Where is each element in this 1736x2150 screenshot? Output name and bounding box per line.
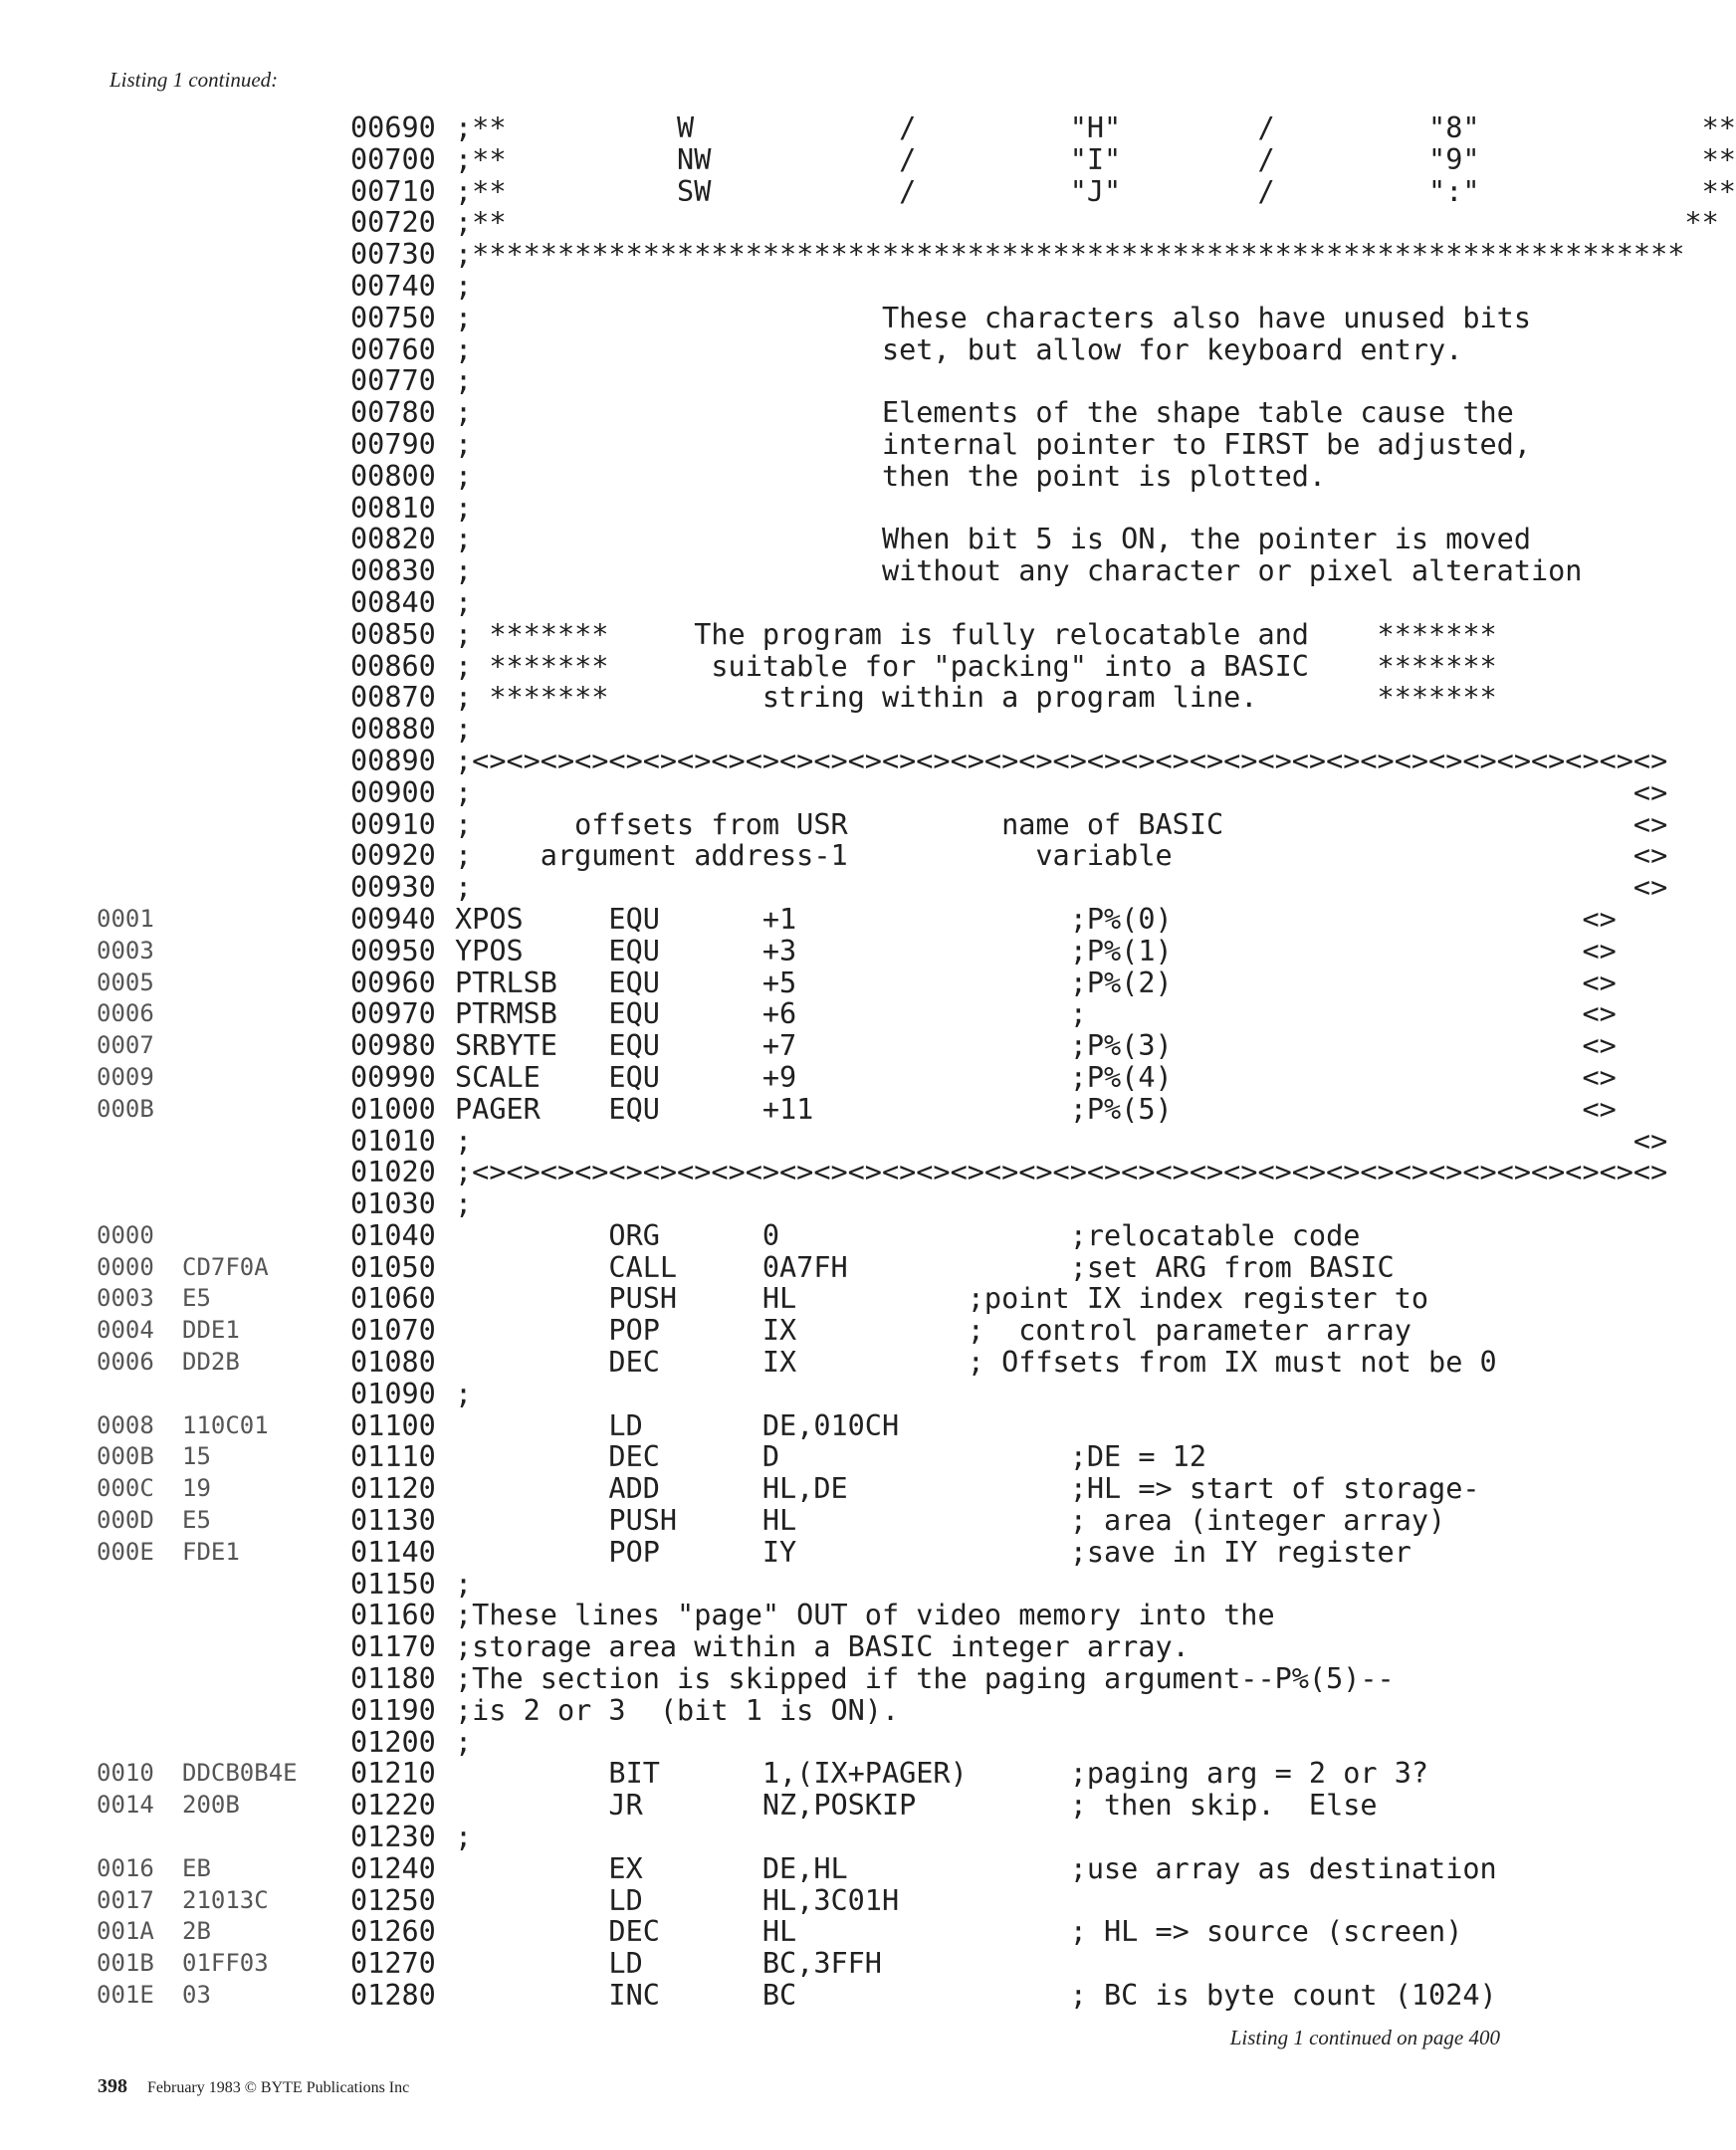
line-number: 01050 (350, 1250, 436, 1284)
object-code-column: 15 (182, 1442, 211, 1471)
address-column: 000D (97, 1506, 154, 1535)
object-code-column: DD2B (182, 1348, 240, 1377)
listing-line (0, 206, 1719, 240)
address-column: 0009 (97, 1062, 154, 1091)
listing-line (0, 429, 1543, 461)
object-code-column: FDE1 (182, 1537, 240, 1566)
object-code-column: E5 (182, 1284, 211, 1313)
source-code: DEC D ;DE = 12 (455, 1440, 1206, 1474)
line-number: 00810 (350, 491, 436, 525)
line-number: 01250 (350, 1883, 436, 1917)
object-code-column: 2B (182, 1917, 211, 1946)
line-number: 00750 (350, 301, 436, 334)
address-column: 0014 (97, 1791, 154, 1820)
listing-line (0, 1441, 1543, 1473)
continued-note: Listing 1 continued on page 400 (1229, 2026, 1500, 2049)
page-footer (98, 2075, 409, 2098)
source-code: DEC IX ; Offsets from IX must not be 0 (455, 1346, 1497, 1380)
source-code: BIT 1,(IX+PAGER) ;paging arg = 2 or 3? (455, 1757, 1429, 1791)
address-column: 000E (97, 1537, 154, 1566)
listing-line (0, 1283, 1543, 1315)
listing-line (0, 1569, 1543, 1601)
address-column: 0001 (97, 904, 154, 933)
object-code-column: CD7F0A (182, 1252, 269, 1281)
address-column: 0006 (97, 1348, 154, 1377)
line-number: 00780 (350, 396, 436, 430)
object-code-column: 200B (182, 1791, 240, 1820)
listing-line (0, 1916, 1543, 1948)
source-code: PTRLSB EQU +5 ;P%(2) <> (455, 966, 1617, 999)
listing-line (0, 1473, 1543, 1505)
source-code: ; (455, 364, 473, 398)
listing-line (0, 1188, 1543, 1220)
listing-line (0, 1790, 1543, 1822)
line-number: 01030 (350, 1187, 436, 1221)
source-code: ; without any character or pixel alteration (455, 554, 1583, 588)
listing-line (0, 1060, 1617, 1094)
address-column: 001E (97, 1981, 154, 2010)
listing-line (0, 142, 1736, 176)
source-code: ; <> (455, 1124, 1668, 1158)
listing-line (0, 303, 1543, 334)
source-code: ; These characters also have unused bits (455, 301, 1531, 334)
source-code: PAGER EQU +11 ;P%(5) <> (455, 1092, 1617, 1126)
object-code-column: EB (182, 1853, 211, 1882)
source-code: ; (455, 1821, 473, 1854)
address-column: 0010 (97, 1759, 154, 1788)
source-code: PUSH HL ; area (integer array) (455, 1504, 1446, 1538)
object-code-column: 03 (182, 1981, 211, 2010)
line-number: 00760 (350, 332, 436, 366)
source-code: EX DE,HL ;use array as destination (455, 1851, 1497, 1885)
line-number: 01200 (350, 1725, 436, 1759)
listing-line (0, 238, 1685, 272)
address-column: 0004 (97, 1316, 154, 1345)
address-column: 001A (97, 1917, 154, 1946)
listing-line (0, 493, 1543, 525)
listing-line (0, 1124, 1668, 1158)
address-column: 0007 (97, 1031, 154, 1060)
line-number: 01040 (350, 1218, 436, 1252)
line-number: 01280 (350, 1979, 436, 2013)
line-number: 00690 (350, 111, 436, 144)
line-number: 01240 (350, 1851, 436, 1885)
listing-line (0, 1822, 1543, 1853)
source-code: PUSH HL ;point IX index register to (455, 1282, 1429, 1316)
listing-line (0, 1663, 1543, 1695)
line-number: 01060 (350, 1282, 436, 1316)
line-number: 00960 (350, 966, 436, 999)
line-number: 00730 (350, 238, 436, 272)
address-column: 0006 (97, 999, 154, 1028)
source-code: ; ******* string within a program line. ******* (455, 681, 1497, 715)
line-number: 01140 (350, 1535, 436, 1569)
source-code: ;<><><><><><><><><><><><><><><><><><><><><><><><><><><><><><><><><><><> (455, 744, 1668, 777)
listing-line (0, 365, 1543, 397)
address-column: 000B (97, 1094, 154, 1123)
object-code-column: 19 (182, 1474, 211, 1503)
line-number: 01120 (350, 1472, 436, 1506)
listing-header: Listing 1 continued: (109, 68, 279, 92)
object-code-column: DDE1 (182, 1316, 240, 1345)
object-code-column: 01FF03 (182, 1949, 269, 1978)
listing-line (0, 174, 1736, 208)
source-code: ; argument address-1 variable <> (455, 839, 1668, 873)
listing-line (0, 1505, 1543, 1537)
line-number: 01130 (350, 1504, 436, 1538)
source-code: ; ******* The program is fully relocatable and ******* (455, 617, 1497, 651)
source-code: ; (455, 1567, 473, 1601)
listing-line (0, 1600, 1543, 1631)
object-code-column: E5 (182, 1506, 211, 1535)
source-code: SCALE EQU +9 ;P%(4) <> (455, 1060, 1617, 1094)
listing-line (0, 1315, 1543, 1347)
line-number: 00900 (350, 775, 436, 809)
listing-line (0, 524, 1543, 555)
line-number: 01100 (350, 1408, 436, 1442)
line-number: 00890 (350, 744, 436, 777)
source-code: ; Elements of the shape table cause the (455, 396, 1514, 430)
listing-line (0, 1092, 1617, 1126)
listing-line (0, 1029, 1617, 1063)
code-listing (0, 111, 1736, 2013)
line-number: 01010 (350, 1124, 436, 1158)
line-number: 01150 (350, 1567, 436, 1601)
source-code: ;** W / "H" / "8" ** (455, 111, 1736, 144)
line-number: 01260 (350, 1915, 436, 1949)
source-code: YPOS EQU +3 ;P%(1) <> (455, 934, 1617, 968)
address-column: 000B (97, 1442, 154, 1471)
address-column: 0003 (97, 1284, 154, 1313)
line-number: 01210 (350, 1757, 436, 1791)
source-code: ; (455, 1377, 473, 1410)
address-column: 001B (97, 1949, 154, 1978)
address-column: 000C (97, 1474, 154, 1503)
source-code: ;is 2 or 3 (bit 1 is ON). (455, 1693, 900, 1727)
listing-line (0, 839, 1668, 873)
address-column: 0000 (97, 1220, 154, 1249)
listing-line (0, 1410, 1543, 1442)
object-code-column: 21013C (182, 1885, 269, 1914)
listing-line (0, 461, 1543, 493)
source-code: ORG 0 ;relocatable code (455, 1218, 1361, 1252)
source-code: ; offsets from USR name of BASIC <> (455, 807, 1668, 841)
line-number: 00840 (350, 585, 436, 619)
source-code: ;storage area within a BASIC integer array. (455, 1630, 1190, 1664)
line-number: 00700 (350, 142, 436, 176)
listing-line (0, 1948, 1543, 1980)
listing-line (0, 651, 1543, 683)
source-code: ; <> (455, 871, 1668, 905)
line-number: 00830 (350, 554, 436, 588)
listing-line (0, 1980, 1543, 2012)
listing-line (0, 111, 1736, 144)
object-code-column: 110C01 (182, 1410, 269, 1439)
listing-line (0, 714, 1543, 746)
source-code: JR NZ,POSKIP ; then skip. Else (455, 1789, 1378, 1823)
object-code-column: DDCB0B4E (182, 1759, 298, 1788)
line-number: 00950 (350, 934, 436, 968)
line-number: 00940 (350, 902, 436, 936)
listing-line (0, 871, 1668, 905)
listing-line (0, 1220, 1543, 1252)
line-number: 00820 (350, 523, 436, 556)
source-code: ;The section is skipped if the paging argument--P%(5)-- (455, 1662, 1395, 1696)
listing-line (0, 619, 1543, 651)
line-number: 01170 (350, 1630, 436, 1664)
line-number: 00880 (350, 713, 436, 747)
listing-line (0, 744, 1668, 777)
line-number: 01270 (350, 1947, 436, 1981)
source-code: LD DE,010CH (455, 1408, 900, 1442)
source-code: ;*********************************************************************** (455, 238, 1685, 272)
source-code: DEC HL ; HL => source (screen) (455, 1915, 1463, 1949)
line-number: 00740 (350, 269, 436, 303)
line-number: 01020 (350, 1156, 436, 1189)
source-code: ; (455, 269, 473, 303)
source-code: ; set, but allow for keyboard entry. (455, 332, 1463, 366)
listing-line (0, 1885, 1543, 1917)
line-number: 01070 (350, 1314, 436, 1348)
line-number: 00860 (350, 649, 436, 683)
line-number: 00870 (350, 681, 436, 715)
source-code: SRBYTE EQU +7 ;P%(3) <> (455, 1029, 1617, 1063)
address-column: 0008 (97, 1410, 154, 1439)
listing-line (0, 1695, 1543, 1727)
line-number: 00710 (350, 174, 436, 208)
listing-line (0, 1379, 1543, 1410)
line-number: 00790 (350, 427, 436, 461)
line-number: 01110 (350, 1440, 436, 1474)
line-number: 00930 (350, 871, 436, 905)
line-number: 01230 (350, 1821, 436, 1854)
line-number: 01180 (350, 1662, 436, 1696)
listing-line (0, 1252, 1543, 1284)
line-number: 01220 (350, 1789, 436, 1823)
line-number: 01190 (350, 1693, 436, 1727)
listing-line (0, 587, 1543, 619)
source-code: ; (455, 491, 473, 525)
line-number: 01090 (350, 1377, 436, 1410)
listing-line (0, 997, 1617, 1031)
listing-line (0, 775, 1668, 809)
source-code: ; then the point is plotted. (455, 459, 1327, 493)
publication-credit: February 1983 © BYTE Publications Inc (147, 2079, 410, 2096)
line-number: 00970 (350, 997, 436, 1031)
source-code: ; internal pointer to FIRST be adjusted, (455, 427, 1531, 461)
page-number: 398 (98, 2075, 127, 2097)
listing-line (0, 682, 1543, 714)
line-number: 00920 (350, 839, 436, 873)
source-code: ;** NW / "I" / "9" ** (455, 142, 1736, 176)
source-code: LD BC,3FFH (455, 1947, 882, 1981)
address-column: 0003 (97, 936, 154, 965)
source-code: LD HL,3C01H (455, 1883, 900, 1917)
listing-line (0, 1758, 1543, 1790)
address-column: 0000 (97, 1252, 154, 1281)
source-code: ;These lines "page" OUT of video memory into the (455, 1599, 1275, 1632)
listing-line (0, 1347, 1543, 1379)
listing-line (0, 334, 1543, 366)
line-number: 00720 (350, 206, 436, 240)
source-code: PTRMSB EQU +6 ; <> (455, 997, 1617, 1031)
line-number: 01000 (350, 1092, 436, 1126)
listing-line (0, 1156, 1668, 1189)
source-code: CALL 0A7FH ;set ARG from BASIC (455, 1250, 1395, 1284)
listing-line (0, 966, 1617, 999)
source-code: ; (455, 1725, 473, 1759)
address-column: 0017 (97, 1885, 154, 1914)
line-number: 00850 (350, 617, 436, 651)
line-number: 00770 (350, 364, 436, 398)
source-code: ;** SW / "J" / ":" ** (455, 174, 1736, 208)
source-code: ; When bit 5 is ON, the pointer is moved (455, 523, 1531, 556)
listing-line (0, 271, 1543, 303)
source-code: XPOS EQU +1 ;P%(0) <> (455, 902, 1617, 936)
source-code: ;<><><><><><><><><><><><><><><><><><><><><><><><><><><><><><><><><><><> (455, 1156, 1668, 1189)
line-number: 00980 (350, 1029, 436, 1063)
source-code: ; (455, 713, 473, 747)
line-number: 01080 (350, 1346, 436, 1380)
source-code: ; ******* suitable for "packing" into a BASIC ******* (455, 649, 1497, 683)
line-number: 00910 (350, 807, 436, 841)
listing-line (0, 1727, 1543, 1759)
address-column: 0005 (97, 968, 154, 996)
line-number: 00990 (350, 1060, 436, 1094)
source-code: ADD HL,DE ;HL => start of storage- (455, 1472, 1480, 1506)
source-code: INC BC ; BC is byte count (1024) (455, 1979, 1497, 2013)
source-code: ; (455, 1187, 473, 1221)
source-code: ;** ** (455, 206, 1719, 240)
listing-line (0, 397, 1543, 429)
source-code: ; (455, 585, 473, 619)
listing-line (0, 1853, 1543, 1885)
listing-line (0, 1631, 1543, 1663)
source-code: POP IY ;save in IY register (455, 1535, 1411, 1569)
source-code: ; <> (455, 775, 1668, 809)
listing-line (0, 902, 1617, 936)
line-number: 00800 (350, 459, 436, 493)
listing-line (0, 807, 1668, 841)
address-column: 0016 (97, 1853, 154, 1882)
listing-line (0, 1537, 1543, 1569)
listing-line (0, 554, 1583, 588)
listing-line (0, 934, 1617, 968)
source-code: POP IX ; control parameter array (455, 1314, 1411, 1348)
line-number: 01160 (350, 1599, 436, 1632)
